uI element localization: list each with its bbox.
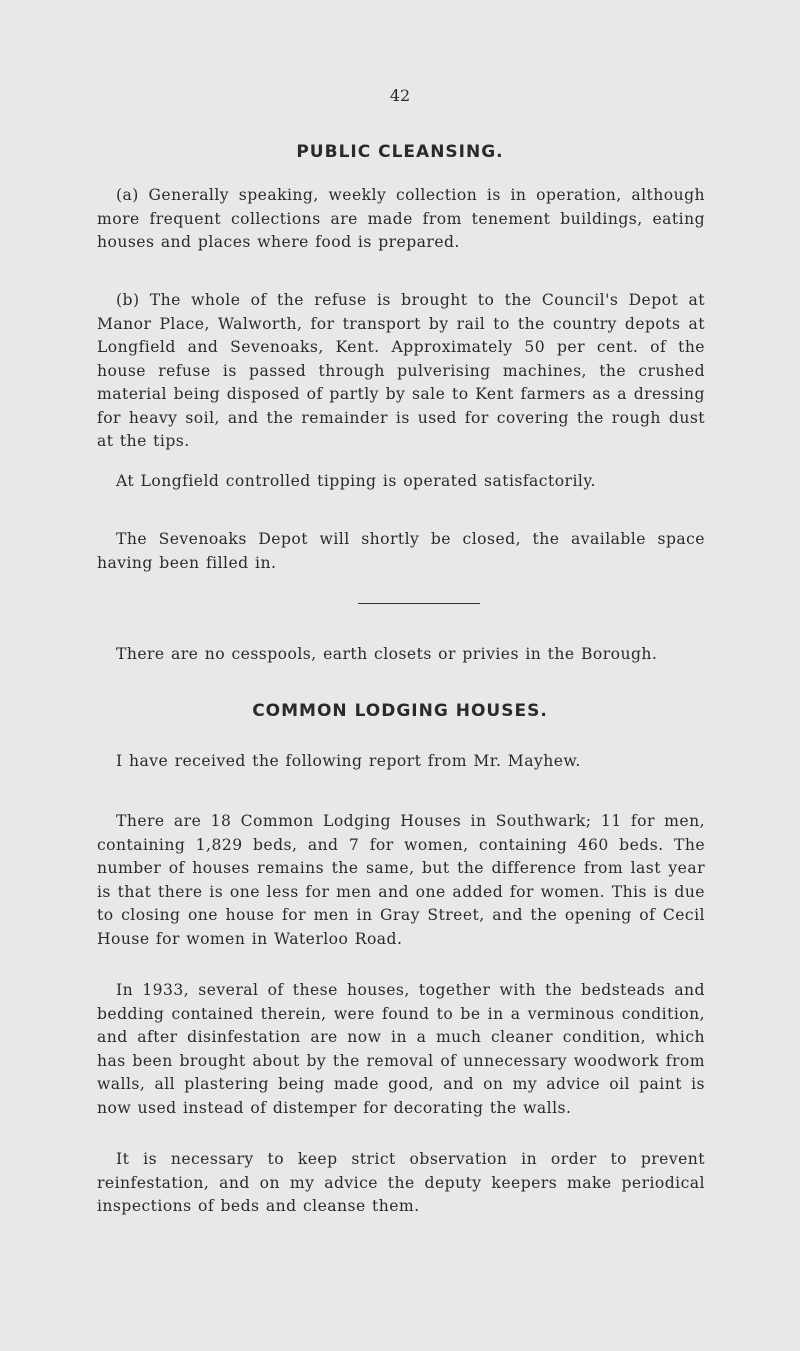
paragraph-inspections: It is necessary to keep strict observation in order to prevent reinfestation, and on my advice the deputy keepers make periodical inspections of beds and cleanse them. [97,1150,705,1215]
common-lodging-houses-heading: COMMON LODGING HOUSES. [252,701,548,721]
paragraph-longfield: At Longfield controlled tipping is operated satisfactorily. [116,472,596,490]
paragraph-collection: (a) Generally speaking, weekly collection is in operation, although more frequent collections are made from tenement buildings, eating houses and places where food is prepared. [97,186,705,251]
paragraph-refuse-depot: (b) The whole of the refuse is brought to the Council's Depot at Manor Place, Walworth, for transport by rail to the country depots at Longfield and Sevenoaks, Kent. Approximately 50 per cent. of the house refuse is passed through pulverising machines, the crushed material being disposed of partly by sale to Kent farmers as a dressing for heavy soil, and the remainder is used for covering the rough dust at the tips. [97,291,705,450]
page-number: 42 [389,86,411,105]
paragraph-sevenoaks: The Sevenoaks Depot will shortly be closed, the available space having been filled in. [97,530,705,572]
paragraph-cesspools: There are no cesspools, earth closets or privies in the Borough. [116,645,658,663]
public-cleansing-heading: PUBLIC CLEANSING. [296,142,504,162]
section-divider [358,603,480,604]
paragraph-report-intro: I have received the following report from Mr. Mayhew. [116,752,581,770]
paragraph-disinfestation: In 1933, several of these houses, together with the bedsteads and bedding contained therein, were found to be in a verminous condition, and after disinfestation are now in a much cleaner condition, which has been brought about by the removal of unnecessary woodwork from walls, all plastering being made good, and on my advice oil paint is now used instead of distemper for decorating the walls. [97,981,705,1117]
paragraph-lodging-houses-count: There are 18 Common Lodging Houses in Southwark; 11 for men, containing 1,829 beds, and 7 for women, containing 460 beds. The number of houses remains the same, but the difference from last year is that there is one less for men and one added for women. This is due to closing one house for men in Gray Street, and the opening of Cecil House for women in Waterloo Road. [97,812,705,948]
